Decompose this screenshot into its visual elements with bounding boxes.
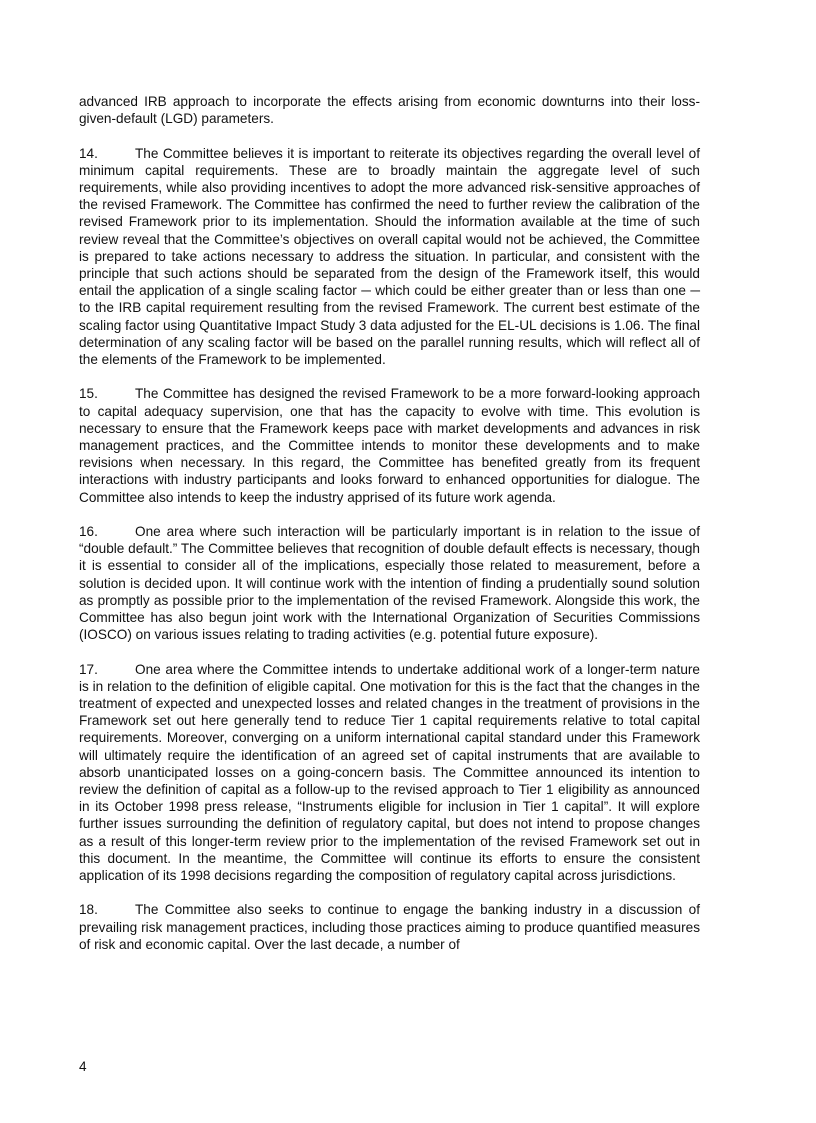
body-text xyxy=(79,93,700,970)
paragraph-14 xyxy=(79,145,700,369)
paragraph-number: 18. xyxy=(79,902,98,918)
paragraph-number: 16. xyxy=(79,524,98,540)
paragraph-18 xyxy=(79,901,700,953)
paragraph-text: One area where such interaction will be particularly important is in relation to the issue of “double default.” The Committee believes that recognition of double default effects is necessary, though it is essential to consider all of the implications, especially those related to measurement, before a solution is decided upon. It will continue work with the intention of finding a prudentially sound solution as promptly as possible prior to the implementation of the revised Framework. Alongside this work, the Committee has also begun joint work with the International Organization of Securities Commissions (IOSCO) on various issues relating to trading activities (e.g. potential future exposure). xyxy=(79,524,700,643)
paragraph-number: 15. xyxy=(79,386,98,402)
paragraph-text: The Committee has designed the revised Framework to be a more forward-looking approach to capital adequacy supervision, one that has the capacity to evolve with time. This evolution is necessary to ensure that the Framework keeps pace with market developments and advances in risk management practices, and the Committee intends to monitor these developments and to make revisions when necessary. In this regard, the Committee has benefited greatly from its frequent interactions with industry participants and looks forward to enhanced opportunities for dialogue. The Committee also intends to keep the industry apprised of its future work agenda. xyxy=(79,386,700,505)
paragraph-15 xyxy=(79,385,700,505)
paragraph-continued xyxy=(79,93,700,127)
paragraph-17 xyxy=(79,661,700,885)
paragraph-16 xyxy=(79,523,700,643)
paragraph-number: 14. xyxy=(79,145,98,161)
paragraph-text: advanced IRB approach to incorporate the effects arising from economic downturns into their loss-given-default (LGD) parameters. xyxy=(79,94,700,127)
paragraph-number: 17. xyxy=(79,661,98,677)
paragraph-text: The Committee also seeks to continue to engage the banking industry in a discussion of prevailing risk management practices, including those practices aiming to produce quantified measures of risk and economic capital. Over the last decade, a number of xyxy=(79,902,700,952)
paragraph-text: The Committee believes it is important to reiterate its objectives regarding the overall level of minimum capital requirements. These are to broadly maintain the aggregate level of such requirements, while also providing incentives to adopt the more advanced risk-sensitive approaches of the revised Framework. The Committee has confirmed the need to further review the calibration of the revised Framework prior to its implementation. Should the information available at the time of such review reveal that the Committee’s objectives on overall capital would not be achieved, the Committee is prepared to take actions necessary to address the situation. In particular, and consistent with the principle that such actions should be separated from the design of the Framework itself, this would entail the application of a single scaling factor ─ which could be either greater than or less than one ─ to the IRB capital requirement resulting from the revised Framework. The current best estimate of the scaling factor using Quantitative Impact Study 3 data adjusted for the EL-UL decisions is 1.06. The final determination of any scaling factor will be based on the parallel running results, which will reflect all of the elements of the Framework to be implemented. xyxy=(79,145,700,368)
paragraph-text: One area where the Committee intends to undertake additional work of a longer-term nature is in relation to the definition of eligible capital. One motivation for this is the fact that the changes in the treatment of expected and unexpected losses and related changes in the treatment of provisions in the Framework set out here generally tend to reduce Tier 1 capital requirements relative to total capital requirements. Moreover, converging on a uniform international capital standard under this Framework will ultimately require the identification of an agreed set of capital instruments that are available to absorb unanticipated losses on a going-concern basis. The Committee announced its intention to review the definition of capital as a follow-up to the revised approach to Tier 1 eligibility as announced in its October 1998 press release, “Instruments eligible for inclusion in Tier 1 capital”. It will explore further issues surrounding the definition of regulatory capital, but does not intend to propose changes as a result of this longer-term review prior to the implementation of the revised Framework set out in this document. In the meantime, the Committee will continue its efforts to ensure the consistent application of its 1998 decisions regarding the composition of regulatory capital across jurisdictions. xyxy=(79,661,700,884)
page-number: 4 xyxy=(79,1059,87,1074)
